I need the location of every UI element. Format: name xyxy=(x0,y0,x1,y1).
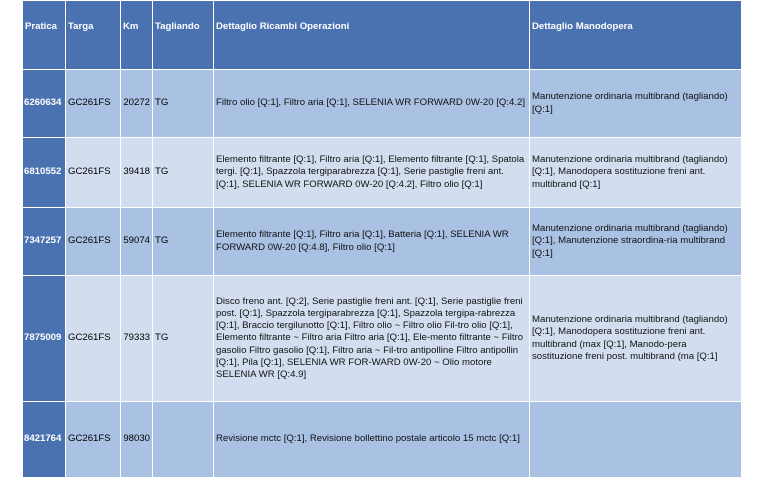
cell-tagliando xyxy=(153,402,214,478)
cell-pratica: 6260634 xyxy=(23,70,66,138)
header-manodopera[interactable]: Dettaglio Manodopera xyxy=(530,1,742,70)
cell-km: 39418 xyxy=(121,138,153,208)
cell-pratica: 6810552 xyxy=(23,138,66,208)
cell-ricambi: Revisione mctc [Q:1], Revisione bollettino postale articolo 15 mctc [Q:1] xyxy=(214,402,530,478)
cell-pratica: 7875009 xyxy=(23,276,66,402)
cell-ricambi: Elemento filtrante [Q:1], Filtro aria [Q:1], Elemento filtrante [Q:1], Spatola tergi. [Q:1], Spazzola tergiparabrezza [Q:1], Serie pastiglie freni ant. [Q:1], SELENIA WR FORWARD 0W-20 [Q:4.2], Filtro olio [Q:1] xyxy=(214,138,530,208)
cell-km: 79333 xyxy=(121,276,153,402)
table-row[interactable] xyxy=(23,70,742,138)
maintenance-table xyxy=(22,0,742,478)
cell-tagliando: TG xyxy=(153,276,214,402)
cell-km: 20272 xyxy=(121,70,153,138)
cell-tagliando: TG xyxy=(153,138,214,208)
cell-pratica: 7347257 xyxy=(23,208,66,276)
cell-km: 98030 xyxy=(121,402,153,478)
cell-manodopera: Manutenzione ordinaria multibrand (tagliando) [Q:1], Manodopera sostituzione freni ant. multibrand [Q:1] xyxy=(530,138,742,208)
cell-manodopera: Manutenzione ordinaria multibrand (tagliando) [Q:1], Manodopera sostituzione freni ant. multibrand (max [Q:1], Manodo-pera sostituzione freni post. multibrand (ma [Q:1] xyxy=(530,276,742,402)
cell-targa: GC261FS xyxy=(66,208,121,276)
cell-manodopera: Manutenzione ordinaria multibrand (tagliando) [Q:1], Manutenzione straordina-ria multibrand [Q:1] xyxy=(530,208,742,276)
cell-ricambi: Elemento filtrante [Q:1], Filtro aria [Q:1], Batteria [Q:1], SELENIA WR FORWARD 0W-20 [Q:4.8], Filtro olio [Q:1] xyxy=(214,208,530,276)
table-header-row xyxy=(23,1,742,70)
header-pratica[interactable]: Pratica xyxy=(23,1,66,70)
table-row[interactable] xyxy=(23,208,742,276)
cell-ricambi: Filtro olio [Q:1], Filtro aria [Q:1], SELENIA WR FORWARD 0W-20 [Q:4.2] xyxy=(214,70,530,138)
cell-targa: GC261FS xyxy=(66,70,121,138)
header-targa[interactable]: Targa xyxy=(66,1,121,70)
cell-tagliando: TG xyxy=(153,70,214,138)
cell-manodopera xyxy=(530,402,742,478)
cell-targa: GC261FS xyxy=(66,276,121,402)
header-km[interactable]: Km xyxy=(121,1,153,70)
table-row[interactable] xyxy=(23,276,742,402)
cell-ricambi: Disco freno ant. [Q:2], Serie pastiglie freni ant. [Q:1], Serie pastiglie freni post. [Q:1], Spazzola tergiparabrezza [Q:1], Spazzola tergipa-rabrezza [Q:1], Braccio tergilunotto [Q:1], Filtro olio ~ Filtro olio Fil-tro olio [Q:1], Elemento filtrante ~ Filtro aria Filtro aria [Q:1], Ele-mento filtrante ~ Filtro gasolio Filtro gasolio [Q:1], Filtro aria ~ Fil-tro antipolline Filtro antipollin [Q:1], Pila [Q:1], SELENIA WR FOR-WARD 0W-20 ~ Olio motore SELENIA WR [Q:4.9] xyxy=(214,276,530,402)
cell-pratica: 8421764 xyxy=(23,402,66,478)
cell-km: 59074 xyxy=(121,208,153,276)
table-row[interactable] xyxy=(23,402,742,478)
header-ricambi[interactable]: Dettaglio Ricambi Operazioni xyxy=(214,1,530,70)
header-tagliando[interactable]: Tagliando xyxy=(153,1,214,70)
table-row[interactable] xyxy=(23,138,742,208)
cell-targa: GC261FS xyxy=(66,138,121,208)
cell-tagliando: TG xyxy=(153,208,214,276)
cell-manodopera: Manutenzione ordinaria multibrand (tagliando) [Q:1] xyxy=(530,70,742,138)
cell-targa: GC261FS xyxy=(66,402,121,478)
